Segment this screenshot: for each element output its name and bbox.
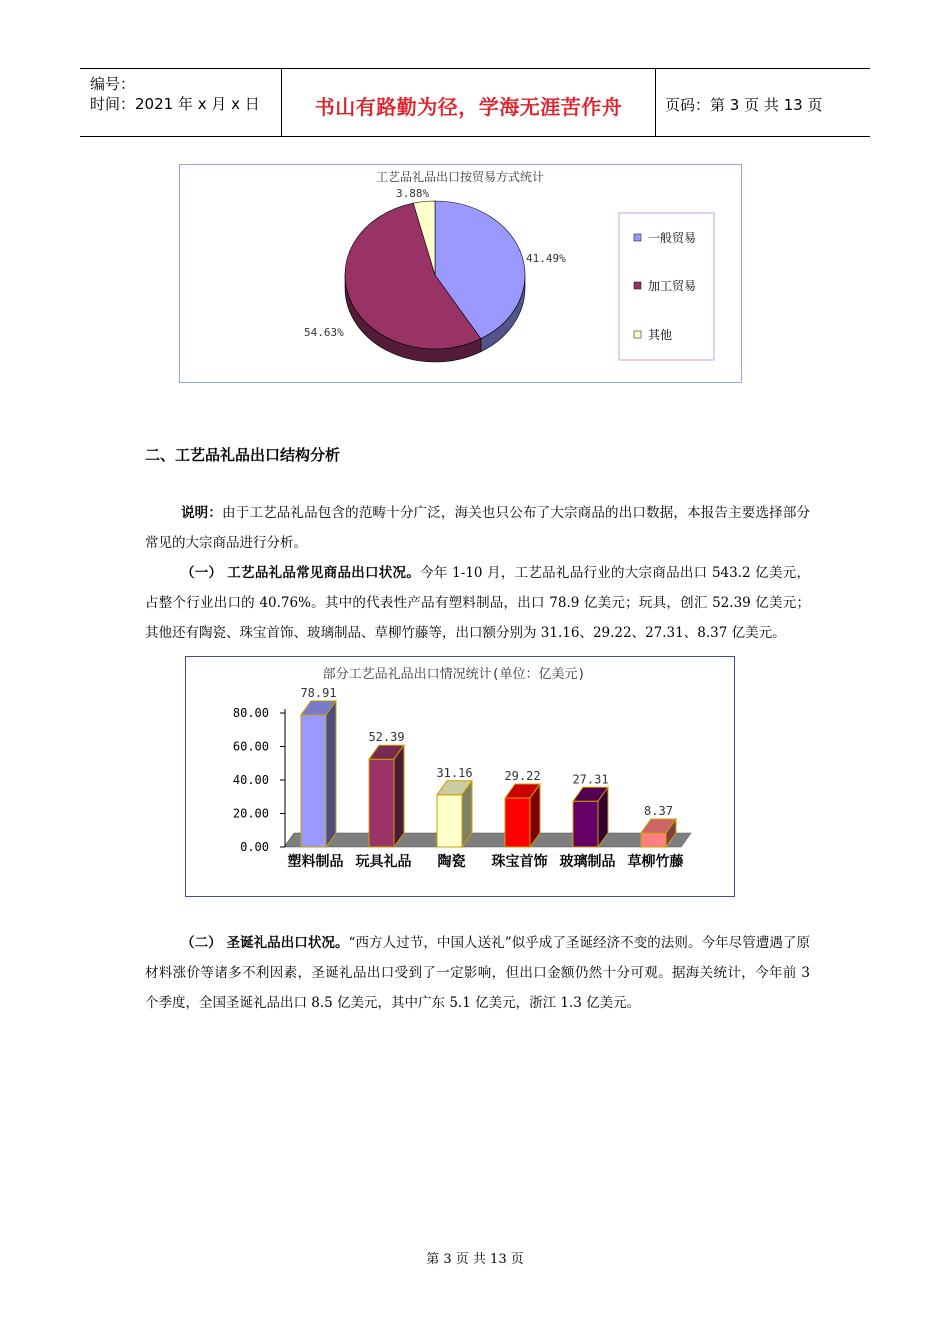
time-label: 时间：2021 年 x 月 x 日 [90, 95, 260, 113]
pie-label-general: 41.49% [526, 252, 566, 265]
bar-1 [369, 745, 404, 847]
x-label-2: 陶瓷 [437, 854, 466, 870]
p2-text: “西方人过节，中国人送礼”似乎成了圣诞经济不变的法则。今年尽管遭遇了原材料涨价等诸多不利因素，圣诞礼品出口受到了一定影响，但出口金额仍然十分可观。据海关统计，今年前 3 个季度，全国圣诞礼品出口 8.5 亿美元，其中广东 5.1 亿美元，浙江 1.3 亿美元。 [145, 935, 810, 1011]
note-paragraph [145, 498, 810, 558]
p1-label: （一） 工艺品礼品常见商品出口状况。 [181, 565, 421, 581]
y-tick-4: 80.00 [232, 706, 269, 720]
number-label: 编号： [90, 75, 136, 93]
bar-value-label-3: 29.22 [504, 769, 541, 784]
bar-x-labels [288, 853, 684, 870]
legend-other: 其他 [648, 328, 673, 342]
bar-chart-svg [186, 657, 734, 896]
bar-0 [301, 701, 336, 847]
page-header [80, 68, 870, 137]
header-page-cell [655, 69, 870, 136]
x-label-4: 玻璃制品 [559, 854, 616, 870]
y-tick-1: 20.00 [232, 806, 269, 821]
pie-legend [619, 213, 714, 360]
paragraph-christmas [145, 928, 810, 1018]
pie-label-other: 3.88% [396, 187, 430, 200]
bar-title: 部分工艺品礼品出口情况统计(单位：亿美元) [322, 667, 586, 682]
chart-floor [284, 833, 691, 847]
bar-value-label-0: 78.91 [300, 685, 337, 700]
legend-processing: 加工贸易 [648, 279, 697, 293]
section-heading: 二、工艺品礼品出口结构分析 [145, 446, 341, 464]
legend-swatch-other [634, 331, 641, 338]
bar-series [300, 686, 676, 847]
header-motto-cell [281, 69, 656, 136]
header-meta [80, 69, 281, 136]
x-label-1: 玩具礼品 [355, 854, 412, 870]
x-label-0: 塑料制品 [287, 854, 344, 870]
pie-slices [345, 201, 525, 349]
bar-chart [185, 656, 735, 897]
pie-title: 工艺品礼品出口按贸易方式统计 [375, 170, 545, 184]
pie-chart [179, 164, 742, 383]
bar-value-label-2: 31.16 [436, 765, 473, 780]
y-tick-0: 0.00 [240, 840, 269, 854]
pie-label-processing: 54.63% [304, 326, 344, 339]
legend-general: 一般贸易 [648, 231, 697, 245]
pie-chart-svg [180, 165, 741, 382]
bar-3 [505, 784, 540, 847]
legend-swatch-general [634, 234, 641, 241]
p2-label: （二） 圣诞礼品出口状况。 [181, 935, 349, 951]
x-label-5: 草柳竹藤 [627, 854, 684, 870]
bar-value-label-1: 52.39 [368, 730, 405, 745]
y-tick-2: 40.00 [232, 773, 269, 787]
legend-swatch-processing [634, 282, 641, 289]
bar-value-label-4: 27.31 [572, 772, 609, 787]
bar-y-axis [233, 706, 285, 854]
page-footer: 第 3 页 共 13 页 [426, 1252, 524, 1267]
bar-floor [284, 833, 691, 847]
note-text: 由于工艺品礼品包含的范畴十分广泛，海关也只公布了大宗商品的出口数据，本报告主要选择部分常见的大宗商品进行分析。 [145, 505, 811, 551]
bar-4 [573, 787, 608, 847]
bar-2 [437, 781, 472, 847]
page-label: 页码：第 3 页 共 13 页 [665, 96, 823, 114]
p1-text: 今年 1-10 月，工艺品礼品行业的大宗商品出口 543.2 亿美元，占整个行业出口的 40.76%。其中的代表性产品有塑料制品，出口 78.9 亿美元；玩具，创汇 52.39 亿美元；其他还有陶瓷、珠宝首饰、玻璃制品、草柳竹藤等，出口额分别为 31.16、29.22、27.31、8.37 亿美元。 [145, 565, 810, 641]
note-label: 说明： [181, 505, 223, 521]
motto: 书山有路勤为径，学海无涯苦作舟 [314, 95, 623, 119]
paragraph-common-goods [145, 558, 810, 648]
x-label-3: 珠宝首饰 [491, 854, 548, 870]
y-tick-3: 60.00 [232, 739, 269, 754]
bar-value-label-5: 8.37 [644, 803, 673, 818]
